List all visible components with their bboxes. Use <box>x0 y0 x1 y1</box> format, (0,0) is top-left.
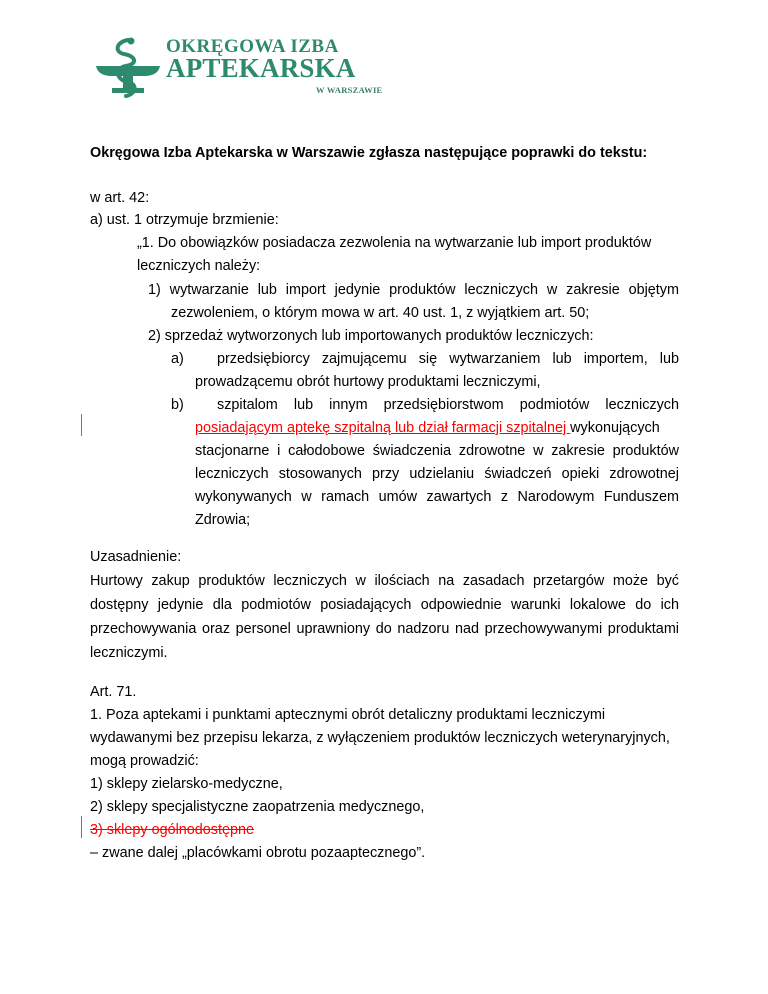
art42-heading: w art. 42: <box>90 190 150 206</box>
change-bar-insertion <box>81 414 82 436</box>
item-b-line-2 <box>195 419 660 437</box>
art71-line-1: 1. Poza aptekami i punktami aptecznymi obrót detaliczny produktami leczniczymi <box>90 707 606 723</box>
justification-heading: Uzasadnienie: <box>90 549 182 565</box>
justification-line-4: leczniczymi. <box>90 645 168 661</box>
justification-line-3: przechowywania oraz personel uprawniony do nadzoru nad przechowywanymi produktami <box>90 621 679 637</box>
item-b-line-6: Zdrowia; <box>195 512 251 528</box>
justification-line-1: Hurtowy zakup produktów leczniczych w ilościach na zasadach przetargów może być <box>90 573 679 589</box>
item-b-line-2-rest: wykonujących <box>570 420 660 436</box>
point-1-line-1: 1) wytwarzanie lub import jedynie produktów leczniczych w zakresie objętym <box>148 282 679 298</box>
item-b-line-1: szpitalom lub innym przedsiębiorstwom podmiotów leczniczych <box>217 397 679 413</box>
item-b-line-4: leczniczych stosowanych przy udzielaniu świadczeń opieki zdrowotnej <box>195 466 679 482</box>
quote-line-1: „1. Do obowiązków posiadacza zezwolenia na wytwarzanie lub import produktów <box>137 235 652 251</box>
logo-line-2: APTEKARSKA <box>166 53 356 83</box>
art71-item-1: 1) sklepy zielarsko-medyczne, <box>90 776 283 792</box>
art71-closing: – zwane dalej „placówkami obrotu pozaaptecznego”. <box>90 845 426 861</box>
item-a-label: a) <box>171 351 184 367</box>
logo-line-1: OKRĘGOWA IZBA <box>166 36 339 57</box>
change-bar-deletion <box>81 816 82 838</box>
point-2-line-1: 2) sprzedaż wytworzonych lub importowanych produktów leczniczych: <box>148 328 594 344</box>
justification-line-2: dostępny jedynie dla podmiotów posiadających odpowiednie warunki lokalowe do ich <box>90 597 679 613</box>
chamber-logo <box>92 36 383 102</box>
item-b-label: b) <box>171 397 184 413</box>
art71-line-3: mogą prowadzić: <box>90 753 199 769</box>
item-a-line-2: prowadzącemu obrót hurtowy produktami leczniczymi, <box>195 374 541 390</box>
logo-line-3: W WARSZAWIE <box>316 85 383 95</box>
item-a-line-1: przedsiębiorcy zajmującemu się wytwarzaniem lub importem, lub <box>217 351 679 367</box>
art42-subpoint-a: a) ust. 1 otrzymuje brzmienie: <box>90 212 279 228</box>
art71-item-2: 2) sklepy specjalistyczne zaopatrzenia medycznego, <box>90 799 425 815</box>
art71-heading: Art. 71. <box>90 684 137 700</box>
point-1-line-2: zezwoleniem, o którym mowa w art. 40 ust. 1, z wyjątkiem art. 50; <box>171 305 590 321</box>
art71-item-3-deleted <box>90 821 254 839</box>
art71-line-2: wydawanymi bez przepisu lekarza, z wyłączeniem produktów leczniczych weterynaryjnych, <box>90 730 670 746</box>
item-b-line-3: stacjonarne i całodobowe świadczenia zdrowotne w zakresie produktów <box>195 443 679 459</box>
deleted-text: 3) sklepy ogólnodostępne <box>90 822 255 838</box>
quote-line-2: leczniczych należy: <box>137 258 261 274</box>
bowl-of-hygieia-icon <box>92 36 164 102</box>
item-b-line-5: wykonywanych w ramach umów zawartych z Narodowym Funduszem <box>195 489 679 505</box>
inserted-text: posiadającym aptekę szpitalną lub dział farmacji szpitalnej <box>195 420 571 436</box>
intro-heading: Okręgowa Izba Aptekarska w Warszawie zgłasza następujące poprawki do tekstu: <box>90 145 648 161</box>
